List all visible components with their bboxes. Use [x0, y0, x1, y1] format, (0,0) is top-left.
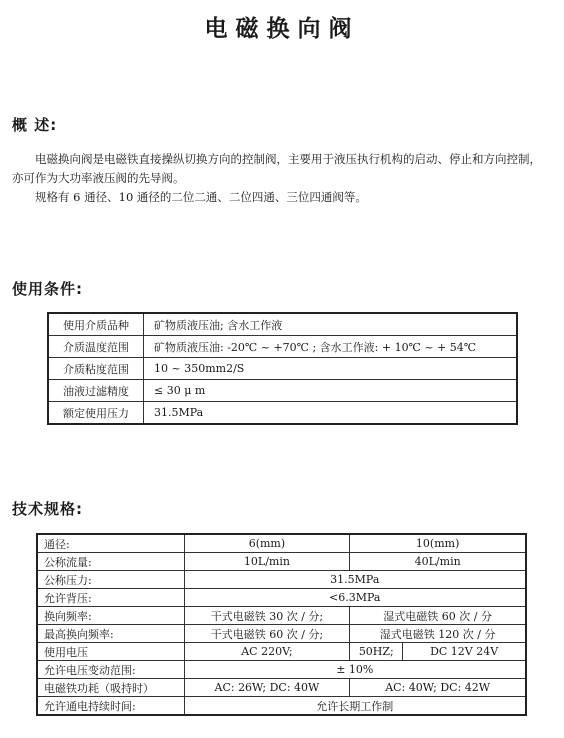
spec-row: [37, 534, 526, 553]
overview-text: [12, 150, 552, 207]
spec-row: [37, 643, 526, 661]
spec-value: 湿式电磁铁 60 次 / 分: [350, 607, 526, 625]
condition-label: 使用介质品种: [48, 313, 144, 336]
spec-row: [37, 553, 526, 571]
spec-label: 换向频率:: [37, 607, 184, 625]
overview-heading: 概 述:: [12, 116, 58, 134]
spec-value: DC 12V 24V: [403, 643, 526, 661]
spec-row: [37, 589, 526, 607]
spec-label: 公称流量:: [37, 553, 184, 571]
overview-paragraph-1: 电磁换向阀是电磁铁直接操纵切换方向的控制阀，主要用于液压执行机构的启动、停止和方向控制，亦可作为大功率液压阀的先导阀。: [12, 152, 541, 185]
specs-table: [36, 533, 527, 716]
condition-value: 10 ~ 350mm2/S: [144, 358, 518, 380]
condition-row: [48, 380, 517, 402]
page-title: 电磁换向阀: [204, 16, 360, 42]
spec-label: 公称压力:: [37, 571, 184, 589]
condition-row: [48, 358, 517, 380]
spec-value: 50HZ;: [350, 643, 403, 661]
spec-label: 使用电压: [37, 643, 184, 661]
condition-value: ≤ 30 μ m: [144, 380, 518, 402]
spec-value: 31.5MPa: [184, 571, 526, 589]
spec-value: AC 220V;: [184, 643, 350, 661]
spec-label: 电磁铁功耗（吸持时）: [37, 679, 184, 697]
specs-heading: 技术规格:: [12, 500, 83, 518]
condition-row: [48, 402, 517, 425]
condition-label: 额定使用压力: [48, 402, 144, 425]
condition-row: [48, 313, 517, 336]
spec-value: AC: 26W; DC: 40W: [184, 679, 350, 697]
spec-value: 干式电磁铁 30 次 / 分;: [184, 607, 350, 625]
condition-label: 介质温度范围: [48, 336, 144, 358]
condition-row: [48, 336, 517, 358]
condition-value: 矿物质液压油; 含水工作液: [144, 313, 518, 336]
spec-value: 10L/min: [184, 553, 350, 571]
spec-row: [37, 607, 526, 625]
conditions-heading: 使用条件:: [12, 280, 83, 298]
spec-value: AC: 40W; DC: 42W: [350, 679, 526, 697]
spec-row: [37, 697, 526, 716]
spec-label: 允许电压变动范围:: [37, 661, 184, 679]
spec-value: 10(mm): [350, 534, 526, 553]
condition-label: 介质粘度范围: [48, 358, 144, 380]
spec-row: [37, 661, 526, 679]
spec-label: 最高换向频率:: [37, 625, 184, 643]
condition-value: 矿物质液压油: -20℃ ~ +70℃ ; 含水工作液: + 10℃ ~ + 54℃: [144, 336, 518, 358]
condition-value: 31.5MPa: [144, 402, 518, 425]
spec-label: 允许通电持续时间:: [37, 697, 184, 716]
spec-row: [37, 679, 526, 697]
spec-value: ± 10%: [184, 661, 526, 679]
conditions-table: [47, 312, 518, 425]
spec-row: [37, 571, 526, 589]
condition-label: 油液过滤精度: [48, 380, 144, 402]
spec-row: [37, 625, 526, 643]
spec-value: 允许长期工作制: [184, 697, 526, 716]
spec-label: 允许背压:: [37, 589, 184, 607]
spec-value: 干式电磁铁 60 次 / 分;: [184, 625, 350, 643]
overview-paragraph-2: 规格有 6 通径、10 通径的二位二通、二位四通、三位四通阀等。: [35, 190, 367, 204]
spec-value: 6(mm): [184, 534, 350, 553]
spec-value: 40L/min: [350, 553, 526, 571]
spec-label: 通径:: [37, 534, 184, 553]
spec-value: <6.3MPa: [184, 589, 526, 607]
spec-value: 湿式电磁铁 120 次 / 分: [350, 625, 526, 643]
